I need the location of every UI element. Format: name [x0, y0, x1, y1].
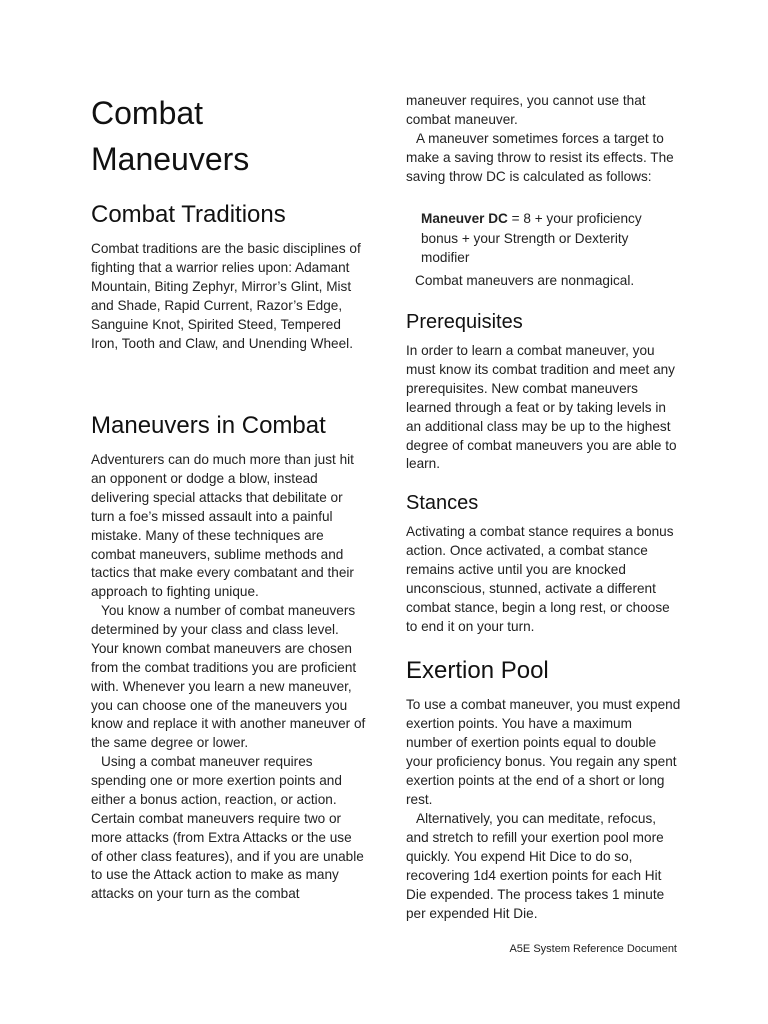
maneuvers-in-combat-paragraph-2: You know a number of combat maneuvers determined by your class and class level. Your known combat maneuvers are chosen from the combat traditions you are proficient with. Whenever you learn a new maneuver, you can choose one of the maneuvers you know and replace it with another maneuver of the same degree or lower. — [91, 603, 366, 751]
nonmagical-note: Combat maneuvers are nonmagical. — [415, 273, 635, 288]
combat-traditions-text: Combat traditions are the basic disciplines of fighting that a warrior relies upon: Adamant Mountain, Biting Zephyr, Mirror’s Glint, Mist and Shade, Rapid Current, Razor’s Edge, Sanguine Knot, Spirited Steed, Tempered Iron, Tooth and Claw, and Unending Wheel. — [91, 241, 361, 351]
continued-text: maneuver requires, you cannot use that combat maneuver. — [406, 93, 646, 127]
maneuver-dc-formula — [421, 209, 671, 268]
formula-text: = 8 + your proficiency bonus + your Strength or Dexterity modifier — [421, 211, 642, 265]
stances-text: Activating a combat stance requires a bonus action. Once activated, a combat stance remains active until you are knocked unconscious, stunned, activate a different combat stance, begin a long rest, or choose to end it on your turn. — [406, 524, 674, 634]
saving-throw-text: A maneuver sometimes forces a target to make a saving throw to resist its effects. The saving throw DC is calculated as follows: — [406, 131, 674, 184]
maneuvers-in-combat-paragraph-1: Adventurers can do much more than just hit an opponent or dodge a blow, instead delivering special attacks that debilitate or turn a foe’s missed assault into a painful mistake. Many of these techniques are combat maneuvers, sublime methods and tactics that make every combatant and their approach to fighting unique. — [91, 452, 354, 600]
page-title: Combat Maneuvers — [91, 95, 250, 177]
prerequisites-heading: Prerequisites — [406, 311, 523, 333]
combat-traditions-heading: Combat Traditions — [91, 201, 286, 228]
exertion-pool-paragraph-2: Alternatively, you can meditate, refocus, and stretch to refill your exertion pool more quickly. You expend Hit Dice to do so, recovering 1d4 exertion points for each Hit Die expended. The process takes 1 minute per expended Hit Die. — [406, 811, 665, 921]
formula-label: Maneuver DC — [421, 211, 508, 226]
exertion-pool-heading: Exertion Pool — [406, 657, 549, 684]
exertion-pool-paragraph-1: To use a combat maneuver, you must expend exertion points. You have a maximum number of exertion points equal to double your proficiency bonus. You regain any spent exertion points at the end of a short or long rest. — [406, 697, 681, 807]
page-footer: A5E System Reference Document — [509, 943, 677, 955]
maneuvers-in-combat-heading: Maneuvers in Combat — [91, 412, 326, 439]
stances-heading: Stances — [406, 492, 479, 514]
prerequisites-text: In order to learn a combat maneuver, you must know its combat tradition and meet any prerequisites. New combat maneuvers learned through a feat or by taking levels in an additional class may be up to the highest degree of combat maneuvers you are able to learn. — [406, 343, 677, 472]
maneuvers-in-combat-paragraph-3: Using a combat maneuver requires spending one or more exertion points and either a bonus action, reaction, or action. Certain combat maneuvers require two or more attacks (from Extra Attacks or the use of other class features), and if you are unable to use the Attack action to make as many attacks on your turn as the combat — [91, 754, 364, 902]
